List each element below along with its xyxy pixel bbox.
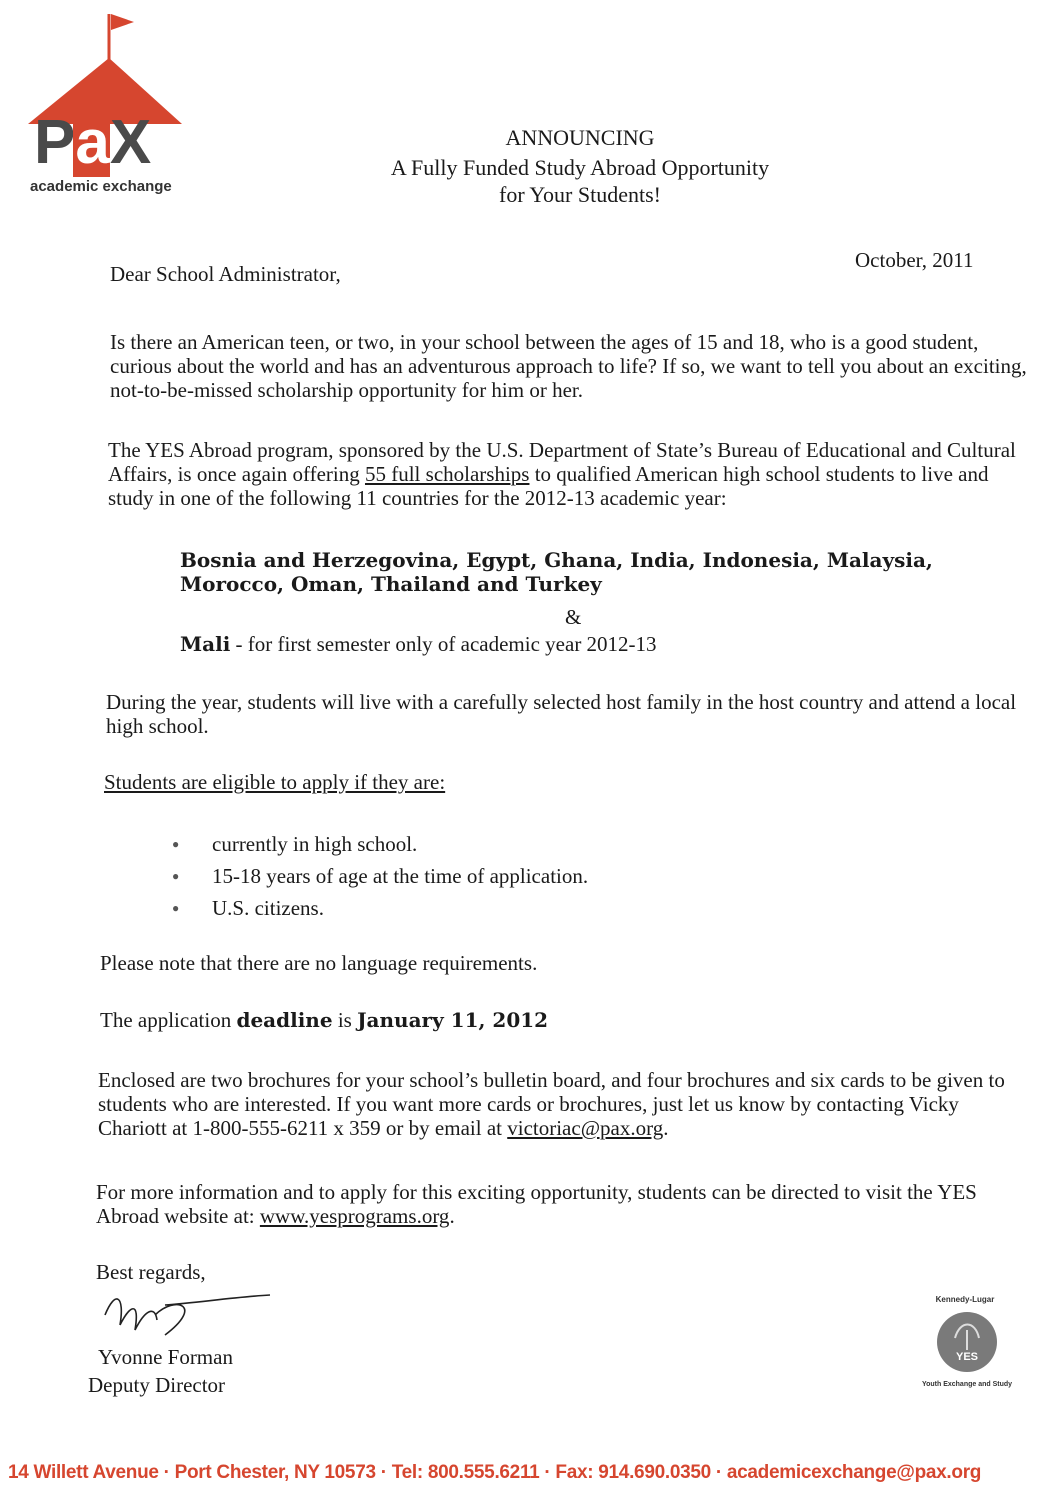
email-link[interactable]: victoriac@pax.org (507, 1116, 664, 1140)
heading-announcing: ANNOUNCING (505, 125, 655, 150)
list-item: ● 15-18 years of age at the time of application. (172, 860, 588, 892)
paragraph-website: For more information and to apply for this exciting opportunity, students can be directed to visit the YES Abroad website at: www.yesprograms.org. (96, 1180, 977, 1228)
closing: Best regards, (96, 1260, 206, 1284)
country-list: Bosnia and Herzegovina, Egypt, Ghana, India, Indonesia, Malaysia, Morocco, Oman, Thailand and Turkey (180, 548, 933, 596)
heading-subtitle: for Your Students! (499, 182, 661, 207)
signer-name: Yvonne Forman (98, 1345, 233, 1369)
language-note: Please note that there are no language requirements. (100, 951, 538, 975)
scholarships-link: 55 full scholarships (364, 462, 530, 486)
paragraph-host-family: During the year, students will live with a carefully selected host family in the host country and attend a local high school. (106, 690, 1017, 738)
deadline-line: The application deadline is January 11, 2012 (100, 1008, 549, 1032)
website-link[interactable]: www.yesprograms.org (259, 1204, 450, 1228)
logo-subtitle: academic exchange (30, 178, 172, 195)
yes-seal-icon (915, 1290, 1015, 1390)
ampersand: & (565, 605, 582, 629)
svg-text:Kennedy-Lugar: Kennedy-Lugar (935, 1295, 995, 1304)
eligibility-list (172, 828, 588, 924)
paragraph-brochures: Enclosed are two brochures for your school’s bulletin board, and four brochures and six cards to be given to students who are interested. If you want more cards or brochures, just let us know by contacting Vicky Chariott at 1-800-555-6211 x 359 or by email at victoriac@pax.org. (98, 1068, 1005, 1140)
list-item: ● currently in high school. (172, 828, 588, 860)
logo-wordmark: PaX (34, 108, 150, 177)
signature-icon (95, 1285, 275, 1345)
heading-title: A Fully Funded Study Abroad Opportunity (390, 155, 770, 180)
list-item: ● U.S. citizens. (172, 892, 588, 924)
paragraph-intro: Is there an American teen, or two, in your school between the ages of 15 and 18, who is a good student, curious about the world and has an adventurous approach to life? If so, we want to tell you about an exciting, not-to-be-missed scholarship opportunity for him or her. (110, 330, 1027, 402)
svg-text:Youth Exchange and Study: Youth Exchange and Study (921, 1381, 1013, 1388)
paragraph-program: The YES Abroad program, sponsored by the U.S. Department of State’s Bureau of Educational and Cultural Affairs, is once again offering 55 full scholarships to qualified American high school students to live and study in one of the following 11 countries for the 2012-13 academic year: (108, 438, 1016, 510)
eligibility-heading: Students are eligible to apply if they are: (104, 770, 446, 794)
letter-date: October, 2011 (855, 248, 974, 272)
svg-text:YES: YES (955, 1351, 979, 1363)
signer-title: Deputy Director (88, 1373, 226, 1397)
salutation: Dear School Administrator, (110, 262, 341, 286)
footer-address: 14 Willett Avenue · Port Chester, NY 10573 · Tel: 800.555.6211 · Fax: 914.690.0350 · academicexchange@pax.org (8, 1462, 982, 1483)
mali-note: Mali - for first semester only of academic year 2012-13 (180, 632, 657, 656)
